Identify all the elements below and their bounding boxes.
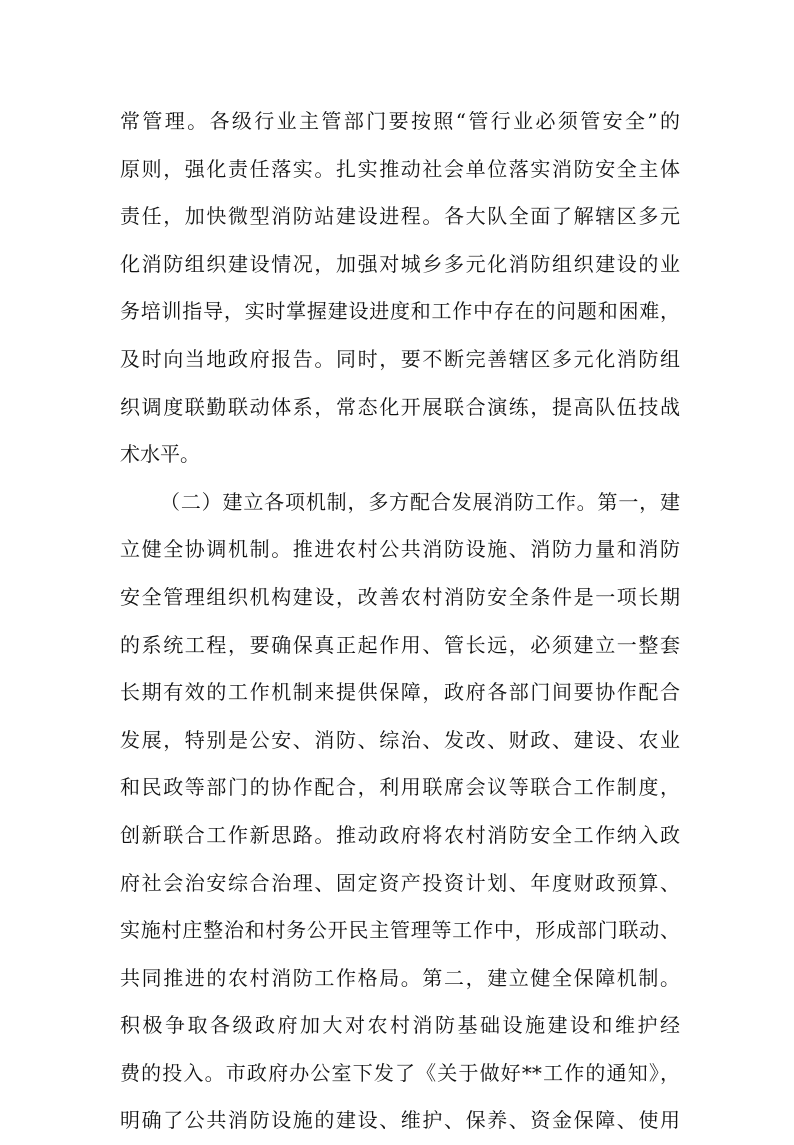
text-line: 责任，加快微型消防站建设进程。各大队全面了解辖区多元 (120, 204, 680, 229)
body-text (120, 98, 680, 1145)
text-line: 常管理。各级行业主管部门要按照“管行业必须管安全”的 (120, 109, 680, 133)
text-line: 实施村庄整治和村务公开民主管理等工作中，形成部门联动、 (120, 918, 680, 943)
text-line: 府社会治安综合治理、固定资产投资计划、年度财政预算、 (120, 870, 680, 895)
text-line: 织调度联勤联动体系，常态化开展联合演练，提高队伍技战 (120, 394, 680, 419)
text-line: 创新联合工作新思路。推动政府将农村消防安全工作纳入政 (120, 822, 680, 847)
text-line: 和民政等部门的协作配合，利用联席会议等联合工作制度， (120, 775, 680, 800)
text-line: 发展，特别是公安、消防、综治、发改、财政、建设、农业 (120, 727, 680, 752)
text-line: 的系统工程，要确保真正起作用、管长远，必须建立一整套 (120, 632, 680, 657)
text-line: 长期有效的工作机制来提供保障，政府各部门间要协作配合 (120, 680, 680, 705)
text-line: 及时向当地政府报告。同时，要不断完善辖区多元化消防组 (120, 346, 680, 371)
text-line: 明确了公共消防设施的建设、维护、保养、资金保障、使用 (120, 1108, 680, 1133)
paragraph-end-line: 术水平。 (120, 442, 200, 467)
text-line: 积极争取各级政府加大对农村消防基础设施建设和维护经 (120, 1013, 680, 1038)
text-line: 费的投入。市政府办公室下发了《关于做好**工作的通知》， (120, 1060, 680, 1085)
text-line: 共同推进的农村消防工作格局。第二，建立健全保障机制。 (120, 965, 680, 990)
section-heading-line: （二）建立各项机制，多方配合发展消防工作。第一，建 (160, 489, 680, 514)
text-line: 化消防组织建设情况，加强对城乡多元化消防组织建设的业 (120, 251, 680, 276)
text-line: 原则，强化责任落实。扎实推动社会单位落实消防安全主体 (120, 156, 680, 181)
text-line: 务培训指导，实时掌握建设进度和工作中存在的问题和困难， (120, 299, 680, 324)
text-line: 立健全协调机制。推进农村公共消防设施、消防力量和消防 (120, 537, 680, 562)
text-line: 安全管理组织机构建设，改善农村消防安全条件是一项长期 (120, 584, 680, 609)
